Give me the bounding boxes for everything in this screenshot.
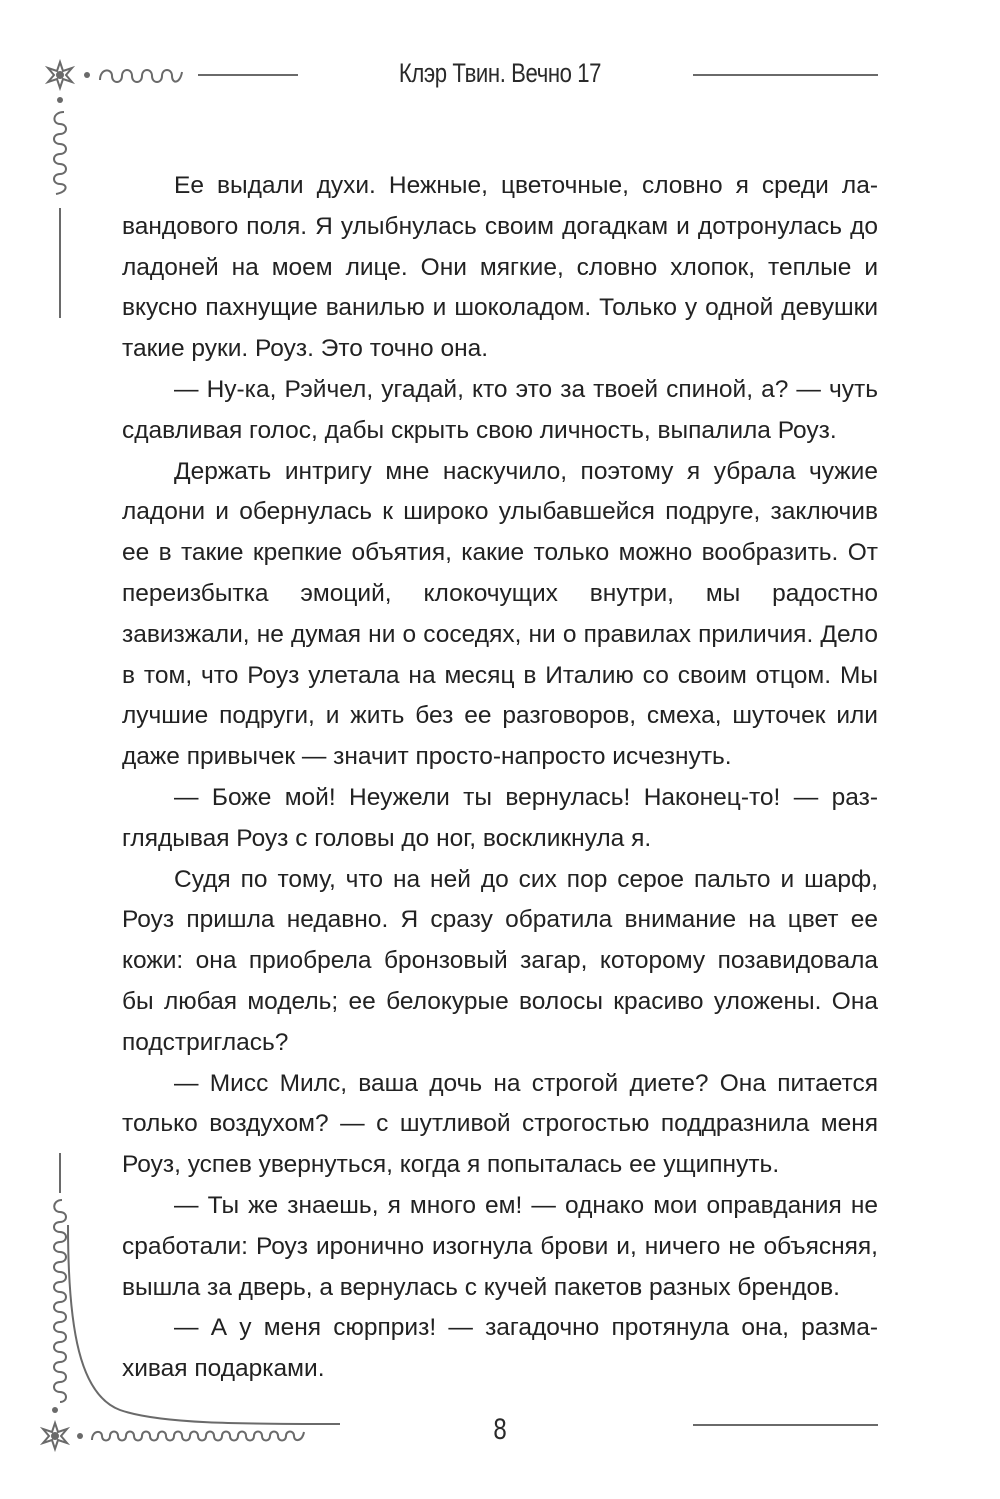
paragraph: Ее выдали духи. Нежные, цветочные, словно я среди лавандового поля. Я улыбнулась своим догадкам и дотронулась до ладоней на моем лице. Они мягкие, словно хлопок, теплые и вкусно пахнущие ванилью и шоколадом. Только у одной девушки такие руки. Роуз. Это точно она. [122, 172, 878, 363]
header-rule-right [693, 74, 878, 76]
running-title: Клэр Твин. Вечно 17 [398, 58, 602, 88]
paragraph: — Боже мой! Неужели ты вернулась! Наконец-то! — разглядывая Роуз с головы до ног, воскликнула я. [122, 783, 878, 852]
paragraph: — Ты же знаешь, я много ем! — однако мои оправдания не сработали: Роуз иронично изогнула брови и, ничего не объясняя, вышла за дверь, а вернулась с кучей пакетов разных брендов. [122, 1191, 878, 1301]
paragraph: — А у меня сюрприз! — загадочно протянула она, размахивая подарками. [122, 1314, 878, 1383]
loop-chain-ornament-icon [54, 112, 66, 194]
text-column [122, 166, 878, 1390]
paragraph: Судя по тому, что на ней до сих пор серое пальто и шарф, Роуз пришла недавно. Я сразу обратила внимание на цвет ее кожи: она приобрела бронзовый загар, которому позавидовала бы любая модель; ее белокурые волосы красиво уложены. Она подстриглась? [122, 865, 878, 1056]
star-ornament-icon [48, 62, 72, 88]
paragraph: — Ну-ка, Рэйчел, угадай, кто это за твоей спиной, а? — чуть сдавливая голос, дабы скрыть свою личность, выпалила Роуз. [122, 375, 878, 444]
star-ornament-icon [43, 1423, 67, 1449]
paragraph: — Мисс Милс, ваша дочь на строгой диете? Она питается только воздухом? — с шутливой строгостью поддразнила меня Роуз, успев увернуться, когда я попыталась ее ущипнуть. [122, 1069, 878, 1179]
paragraph: Держать интригу мне наскучило, поэтому я убрала чужие ладони и обернулась к широко улыбавшейся подруге, заключив ее в такие крепкие объятия, какие только можно вообразить. От переизбытка эмоций, клокочущих внутри, мы радостно завизжали, не думая ни о соседях, ни о правилах приличия. Дело в том, что Роуз улетала на месяц в Италию со своим отцом. Мы лучшие подруги, и жить без ее разговоров, смеха, шуточек или даже привычек — значит просто-напросто исчезнуть. [122, 457, 878, 771]
loop-chain-ornament-icon [54, 1200, 66, 1402]
footer-rule-right [693, 1424, 878, 1426]
page-number: 8 [493, 1413, 507, 1446]
